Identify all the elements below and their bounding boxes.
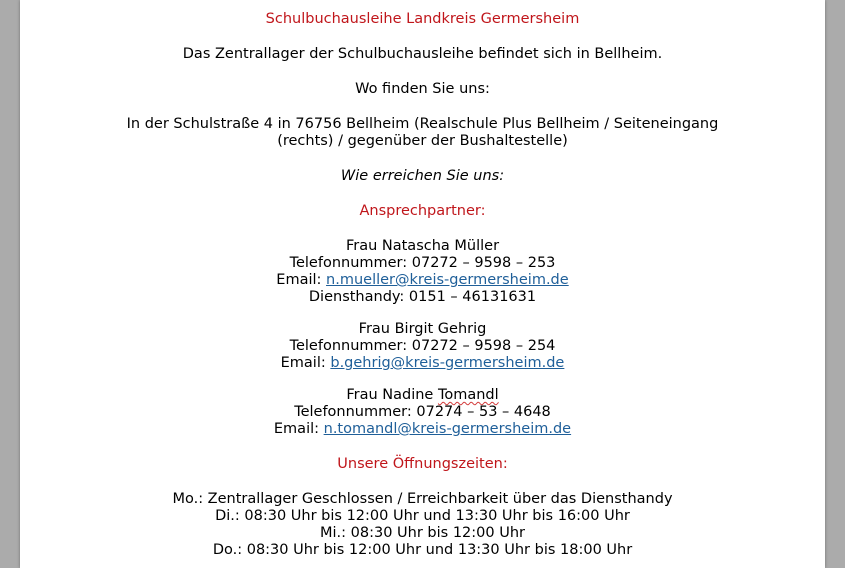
contact-name — [20, 387, 825, 404]
contact-block-tomandl — [20, 387, 825, 438]
contact-phone: Telefonnummer: 07272 – 9598 – 254 — [289, 338, 556, 354]
contact-phone: Telefonnummer: 07272 – 9598 – 253 — [289, 255, 556, 271]
contacts-heading: Ansprechpartner: — [359, 203, 486, 219]
hours-heading: Unsere Öffnungszeiten: — [337, 456, 508, 472]
address-line-1: In der Schulstraße 4 in 76756 Bellheim (Realschule Plus Bellheim / Seiteneingang — [126, 116, 719, 132]
hours-wednesday: Mi.: 08:30 Uhr bis 12:00 Uhr — [320, 525, 525, 541]
contact-block-gehrig — [20, 321, 825, 372]
email-link-mueller[interactable]: n.mueller@kreis-germersheim.de — [326, 272, 569, 288]
contact-name: Frau Birgit Gehrig — [358, 321, 487, 337]
document-page — [20, 0, 825, 568]
opening-hours-list — [20, 491, 825, 559]
contact-block-mueller — [20, 238, 825, 306]
reach-heading: Wie erreichen Sie uns: — [340, 168, 505, 184]
intro-text: Das Zentrallager der Schulbuchausleihe befindet sich in Bellheim. — [182, 46, 663, 62]
address-line-2: (rechts) / gegenüber der Bushaltestelle) — [277, 133, 568, 149]
hours-thursday: Do.: 08:30 Uhr bis 12:00 Uhr und 13:30 Uhr bis 18:00 Uhr — [212, 542, 633, 558]
document-content — [20, 11, 825, 559]
document-title: Schulbuchausleihe Landkreis Germersheim — [265, 11, 580, 27]
spellcheck-marked-word: Tomandl — [437, 387, 499, 403]
contact-email-line — [20, 355, 825, 372]
email-label: Email: — [273, 421, 324, 437]
contact-email-line — [20, 421, 825, 438]
where-heading: Wo finden Sie uns: — [355, 81, 490, 97]
email-label: Email: — [276, 272, 327, 288]
contact-phone: Telefonnummer: 07274 – 53 – 4648 — [294, 404, 551, 420]
email-link-tomandl[interactable]: n.tomandl@kreis-germersheim.de — [323, 421, 572, 437]
email-label: Email: — [280, 355, 331, 371]
contact-name-prefix: Frau Nadine — [346, 387, 438, 403]
contact-name: Frau Natascha Müller — [345, 238, 500, 254]
contact-mobile: Diensthandy: 0151 – 46131631 — [308, 289, 537, 305]
hours-tuesday: Di.: 08:30 Uhr bis 12:00 Uhr und 13:30 Uhr bis 16:00 Uhr — [215, 508, 630, 524]
email-link-gehrig[interactable]: b.gehrig@kreis-germersheim.de — [330, 355, 565, 371]
contact-email-line — [20, 272, 825, 289]
hours-monday: Mo.: Zentrallager Geschlossen / Erreichbarkeit über das Diensthandy — [172, 491, 673, 507]
